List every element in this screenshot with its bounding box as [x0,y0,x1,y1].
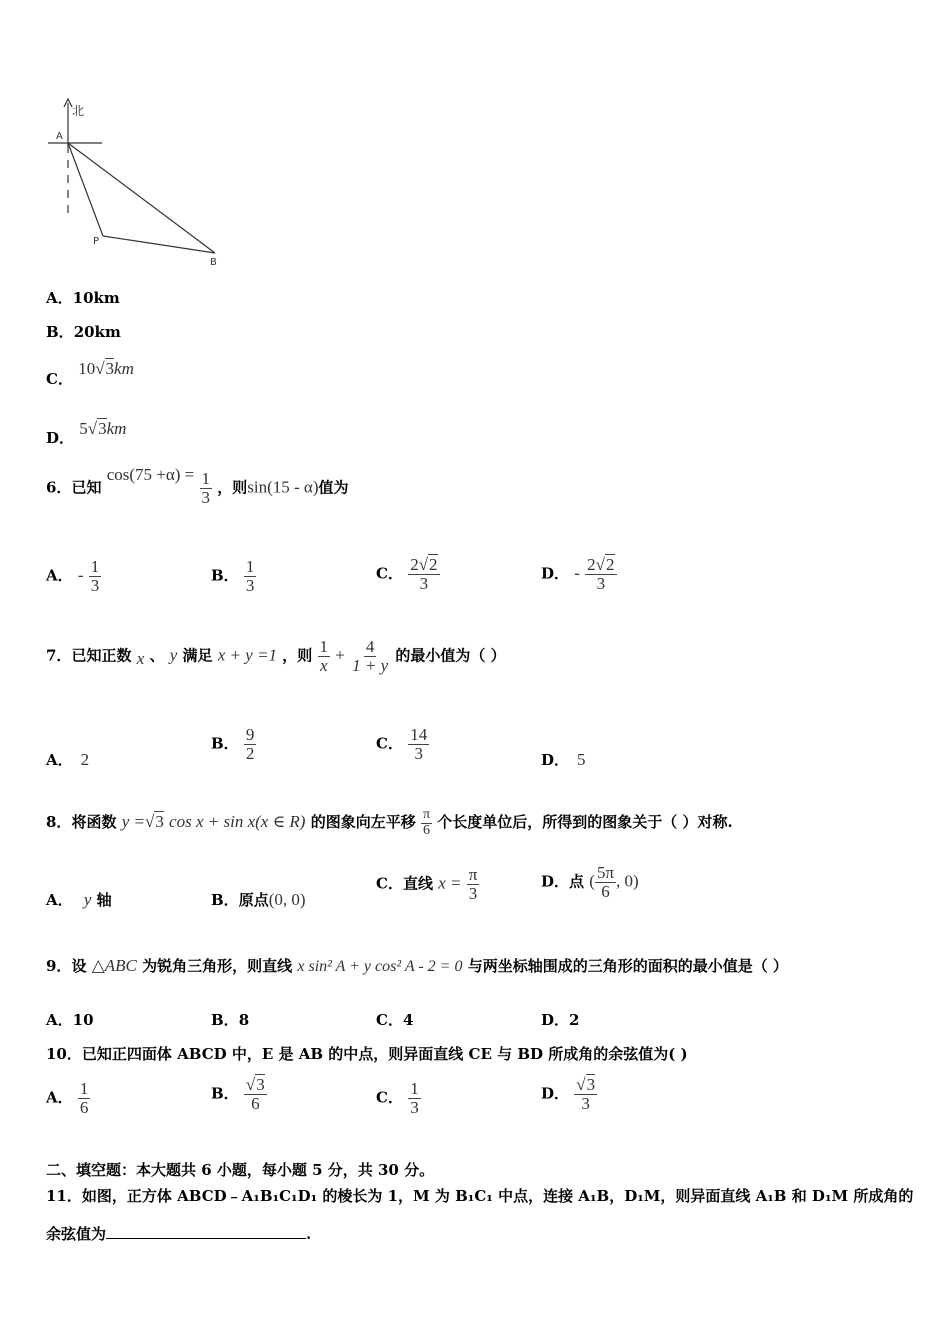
q7-option-b: B． $\frac{9}{2}$ [211,725,255,763]
section-heading: 二、填空题：本大题共 6 小题，每小题 5 分，共 30 分。 [46,1161,435,1179]
label-b: B [210,257,217,268]
label-north: 北 [72,104,85,118]
q6-option-c: C． $\frac{2√2}{3}$ [376,555,438,593]
segment-pb [103,236,215,253]
q8-option-b: B．原点(0, 0) [211,890,306,909]
question-7: 7．已知正数 x 、 y 满足 x + y =1 ，则 $\frac{1}{x}$ + $\frac{4}{1 + y}$ 的最小值为（ ） [46,637,506,675]
q7-option-d: D． 5 [541,750,586,769]
q8-option-a: A． y 轴 [46,890,112,909]
q8-option-d: D．点 ( $\frac{5\pi}{6}$ , 0) [541,863,639,901]
question-11-line2: 余弦值为 . [46,1225,312,1243]
q10-option-a: A． $\frac{1}{6}$ [46,1079,89,1117]
segment-ab [68,143,215,253]
q10-option-b: B． $\frac{√3}{6}$ [211,1075,265,1113]
label-p: P [93,236,100,247]
answer-blank[interactable] [106,1224,306,1239]
q5-option-c: C． 10√3km [46,359,134,388]
q9-option-c: C．4 [376,1011,414,1029]
q9-option-d: D．2 [541,1011,580,1029]
q5-option-a: A．10km [46,289,120,307]
q10-option-d: D． $\frac{√3}{3}$ [541,1075,596,1113]
q5-option-b-text: 20km [73,323,121,341]
q7-option-a: A． 2 [46,750,90,769]
q9-option-a: A．10 [46,1011,94,1029]
question-10: 10．已知正四面体 ABCD 中，E 是 AB 的中点，则异面直线 CE 与 BD 所成角的余弦值为( ) [46,1045,688,1063]
q6-option-a: A． - $\frac{1}{3}$ [46,557,100,595]
q8-option-c: C．直线 x = $\frac{\pi}{3}$ [376,865,478,903]
q9-option-b: B．8 [211,1011,250,1029]
label-a: A [56,131,63,142]
question-11-line1: 11．如图，正方体 ABCD﹣A₁B₁C₁D₁ 的棱长为 1，M 为 B₁C₁ 中点，连接 A₁B，D₁M，则异面直线 A₁B 和 D₁M 所成角的 [46,1187,914,1205]
q7-option-c: C． $\frac{14}{3}$ [376,725,428,763]
question-6: 6．已知 cos(75 +α) = $\frac{1}{3}$ ，则sin(15 - α)值为 [46,465,349,507]
q5-option-b: B．20km [46,323,121,341]
segment-ap [68,143,103,236]
q10-option-c: C． $\frac{1}{3}$ [376,1079,419,1117]
question-8: 8．将函数 y =√3 cos x + sin x(x ∈ R) 的图象向左平移 $\frac{\pi}{6}$ 个长度单位后，所得到的图象关于（ ）对称. [46,807,733,838]
question-9: 9．设 △ABC 为锐角三角形，则直线 x sin² A + y cos² A - 2 = 0 与两坐标轴围成的三角形的面积的最小值是（ ） [46,956,788,975]
q5-option-d: D． 5√3km [46,419,127,447]
geometry-figure [40,95,240,275]
q6-option-d: D． - $\frac{2√2}{3}$ [541,555,615,593]
q6-option-b: B． $\frac{1}{3}$ [211,557,255,595]
q5-option-a-text: 10km [72,289,120,307]
